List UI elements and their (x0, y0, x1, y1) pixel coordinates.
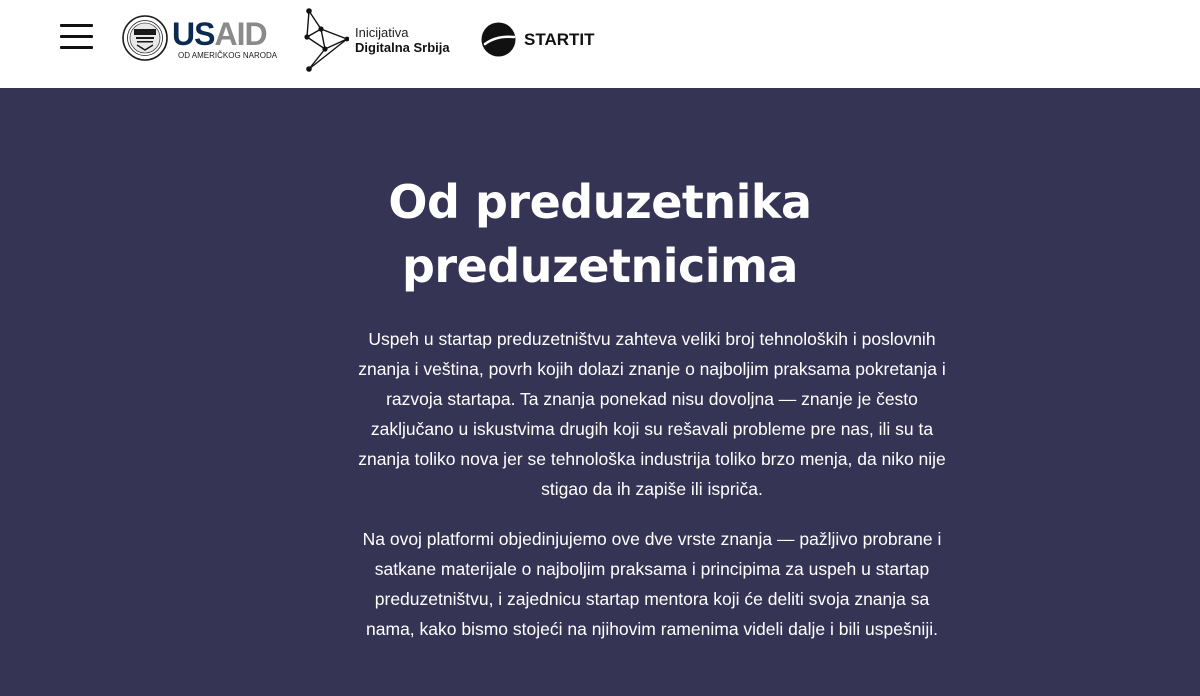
hero-paragraph-1: Uspeh u startap preduzetništvu zahteva veliki broj tehnoloških i poslovnih znanja i veština, povrh kojih dolazi znanje o najboljim praksama pokretanja i razvoja startapa. Ta znanja ponekad nisu dovoljna — znanje je često zaključano u iskustvima drugih koji su rešavali probleme pre nas, ili su ta znanja toliko nova jer se tehnološka industrija toliko brzo menja, da niko nije stigao da ih zapiše ili ispriča. (358, 329, 946, 499)
usaid-word-us: US (172, 16, 215, 52)
usaid-wordmark (172, 16, 267, 52)
hero-title: Od preduzetnika preduzetnicima (388, 175, 812, 293)
usaid-tagline: OD AMERIČKOG NARODA (178, 51, 278, 60)
usaid-seal-icon (122, 15, 168, 61)
startit-circle-icon (481, 22, 516, 57)
menu-button[interactable] (60, 24, 94, 50)
usaid-word-aid: AID (214, 16, 267, 52)
hamburger-icon-bar-middle (60, 35, 93, 38)
ids-line2: Digitalna Srbija (355, 40, 450, 55)
hamburger-icon-bar-bottom (60, 46, 93, 49)
startit-logo[interactable] (481, 22, 601, 58)
ids-line1: Inicijativa (355, 25, 409, 40)
hero-paragraph-2: Na ovoj platformi objedinjujemo ove dve vrste znanja — pažljivo probrane i satkane materijale o najboljim praksama i principima za uspeh u startap preduzetništvu, i zajednicu startap mentora koji će deliti svoja znanja sa nama, kako bismo stojeći na njihovim ramenima videli dalje i bili uspešniji. (362, 529, 942, 639)
hero-section (0, 88, 1200, 696)
startit-wordmark: STARTIT (524, 30, 595, 49)
usaid-logo[interactable] (122, 14, 280, 66)
network-nodes-icon (303, 7, 349, 73)
digitalna-srbija-logo[interactable] (303, 7, 463, 75)
hamburger-icon (60, 24, 93, 27)
site-header (0, 0, 1200, 88)
